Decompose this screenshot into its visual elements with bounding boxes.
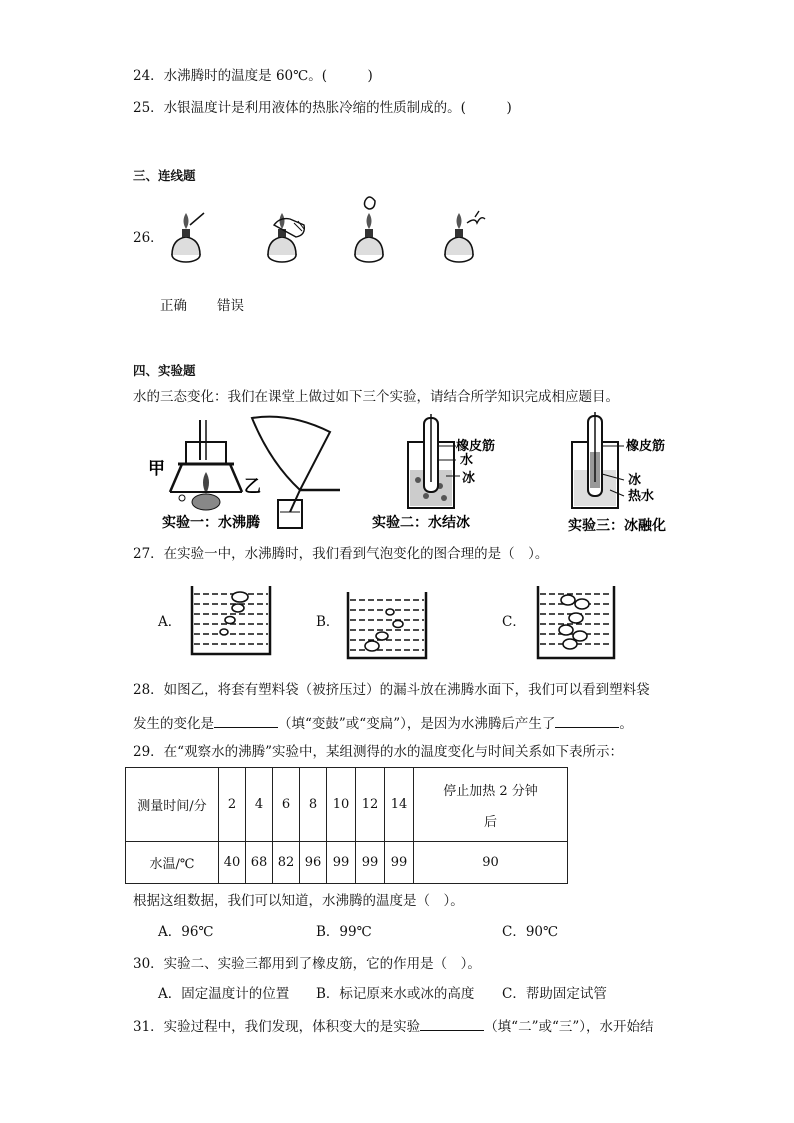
match-correct: 正确 bbox=[160, 298, 187, 314]
table-cell-temp-6: 99 bbox=[356, 842, 385, 884]
label-jia: 甲 bbox=[148, 459, 165, 479]
lamp-c-icon bbox=[355, 197, 383, 262]
table-header-temp: 水温/℃ bbox=[126, 842, 219, 884]
q31-text-b: （填“二”或“三”），水开始结 bbox=[484, 1019, 654, 1035]
caption-experiment-2: 实验二：水结冰 bbox=[372, 515, 470, 531]
table-cell-time-2: 4 bbox=[246, 768, 273, 842]
q28-text-c: 。 bbox=[619, 716, 633, 732]
lamp-a-icon bbox=[172, 213, 204, 262]
lamp-b-icon bbox=[268, 213, 304, 262]
question-28-line-1: 28．如图乙，将套有塑料袋（被挤压过）的漏斗放在沸腾水面下，我们可以看到塑料袋 bbox=[133, 682, 650, 698]
table-row-temp bbox=[126, 842, 568, 884]
question-29-ask: 根据这组数据，我们可以知道，水沸腾的温度是（ ）。 bbox=[133, 893, 464, 909]
table-cell-temp-4: 96 bbox=[300, 842, 327, 884]
beaker-a-figure bbox=[190, 584, 272, 656]
table-cell-time-4: 8 bbox=[300, 768, 327, 842]
label-rubber-band-3: 橡皮筋 bbox=[626, 439, 666, 454]
table-cell-temp-2: 68 bbox=[246, 842, 273, 884]
table-header-time: 测量时间/分 bbox=[126, 768, 219, 842]
question-27: 27．在实验一中，水沸腾时，我们看到气泡变化的图合理的是（ ）。 bbox=[133, 546, 549, 562]
lamp-d-icon bbox=[445, 211, 485, 262]
table-cell-time-1: 2 bbox=[219, 768, 246, 842]
q29-option-b: B．99℃ bbox=[316, 924, 372, 940]
q27-option-a: A． bbox=[158, 614, 182, 630]
question-31 bbox=[133, 1016, 654, 1036]
label-water-2: 水 bbox=[460, 453, 474, 468]
table-cell-temp-7: 99 bbox=[385, 842, 414, 884]
experiment-2-apparatus bbox=[408, 414, 460, 508]
q28-text-b: （填“变鼓”或“变扁”），是因为水沸腾后产生了 bbox=[278, 716, 556, 732]
section-3-heading: 三、连线题 bbox=[133, 168, 196, 183]
q28-blank-2[interactable] bbox=[555, 713, 619, 728]
label-rubber-band-2: 橡皮筋 bbox=[456, 439, 496, 454]
table-cell-temp-after: 90 bbox=[414, 842, 568, 884]
q30-option-b: B．标记原来水或冰的高度 bbox=[316, 986, 475, 1002]
question-26-number: 26． bbox=[133, 230, 164, 246]
experiment-intro: 水的三态变化：我们在课堂上做过如下三个实验，请结合所学知识完成相应题目。 bbox=[133, 389, 619, 405]
match-wrong: 错误 bbox=[217, 298, 244, 314]
q31-text-a: 31．实验过程中，我们发现，体积变大的是实验 bbox=[133, 1019, 421, 1035]
table-row-time bbox=[126, 768, 568, 842]
table-header-after-stop bbox=[414, 768, 568, 842]
q28-text-a: 发生的变化是 bbox=[133, 716, 214, 732]
q27-option-b: B． bbox=[316, 614, 340, 630]
experiment-funnel-apparatus bbox=[252, 417, 340, 528]
question-25: 25．水银温度计是利用液体的热胀冷缩的性质制成的。( ) bbox=[133, 100, 512, 116]
label-yi: 乙 bbox=[244, 477, 261, 497]
table-cell-time-6: 12 bbox=[356, 768, 385, 842]
question-24: 24．水沸腾时的温度是 60℃。( ) bbox=[133, 68, 373, 84]
after-stop-line-2: 后 bbox=[483, 814, 497, 830]
section-4-heading: 四、实验题 bbox=[133, 363, 196, 378]
label-ice-2: 冰 bbox=[462, 471, 476, 486]
q31-blank[interactable] bbox=[420, 1016, 484, 1031]
q30-option-c: C．帮助固定试管 bbox=[502, 986, 607, 1002]
caption-experiment-3: 实验三：冰融化 bbox=[568, 518, 666, 534]
label-hot-water-3: 热水 bbox=[628, 489, 655, 504]
q27-option-c: C． bbox=[502, 614, 526, 630]
table-cell-time-7: 14 bbox=[385, 768, 414, 842]
beaker-c-figure bbox=[536, 584, 616, 660]
experiment-figure bbox=[140, 412, 690, 537]
q30-option-a: A．固定温度计的位置 bbox=[158, 986, 290, 1002]
experiment-1-apparatus bbox=[170, 420, 242, 510]
table-cell-temp-1: 40 bbox=[219, 842, 246, 884]
caption-experiment-1: 实验一：水沸腾 bbox=[162, 515, 260, 531]
alcohol-lamps-figure bbox=[160, 195, 500, 275]
beaker-b-figure bbox=[346, 590, 428, 660]
table-cell-temp-3: 82 bbox=[273, 842, 300, 884]
temperature-table bbox=[125, 767, 568, 884]
question-29: 29．在“观察水的沸腾”实验中，某组测得的水的温度变化与时间关系如下表所示： bbox=[133, 744, 623, 760]
experiment-3-apparatus bbox=[572, 412, 624, 508]
table-cell-time-3: 6 bbox=[273, 768, 300, 842]
q29-option-c: C．90℃ bbox=[502, 924, 559, 940]
question-28-line-2 bbox=[133, 713, 633, 733]
q29-option-a: A．96℃ bbox=[158, 924, 214, 940]
table-cell-temp-5: 99 bbox=[327, 842, 356, 884]
question-30: 30．实验二、实验三都用到了橡皮筋，它的作用是（ ）。 bbox=[133, 956, 481, 972]
after-stop-line-1: 停止加热 2 分钟 bbox=[443, 783, 538, 799]
label-ice-3: 冰 bbox=[628, 473, 642, 488]
q28-blank-1[interactable] bbox=[214, 713, 278, 728]
table-cell-time-5: 10 bbox=[327, 768, 356, 842]
